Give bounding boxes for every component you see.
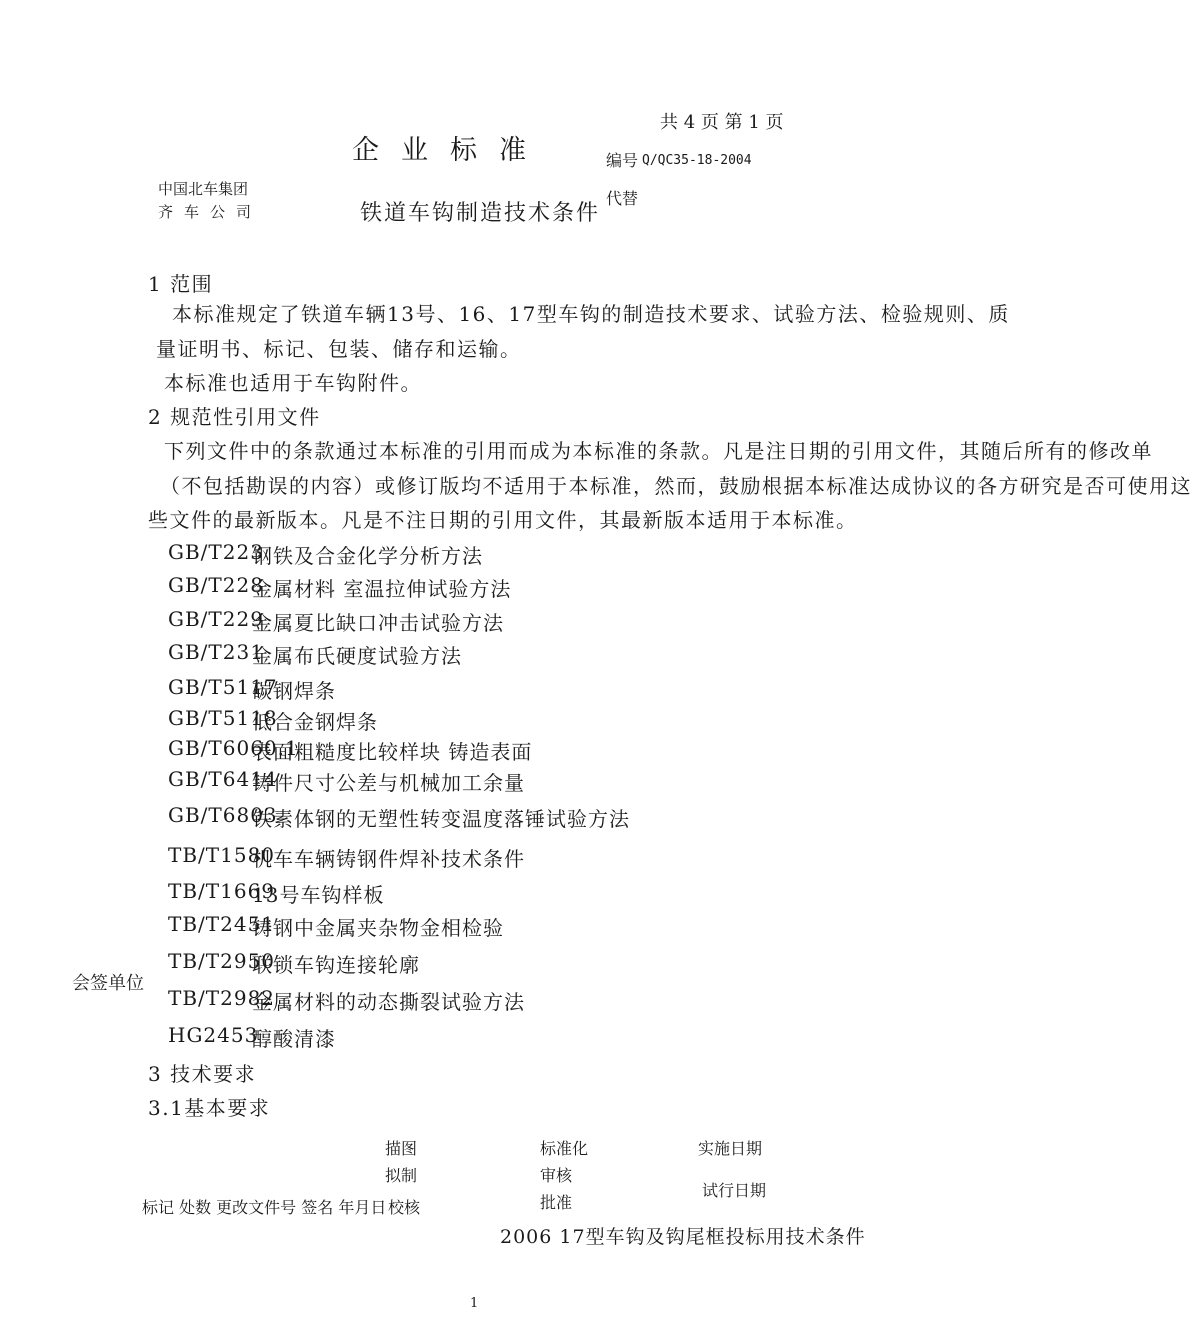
- reference-code: GB/T229: [168, 607, 264, 631]
- drawing-label: 描图: [385, 1139, 418, 1158]
- reference-title: 铸件尺寸公差与机械加工余量: [252, 771, 525, 795]
- org-line1: 中国北车集团: [158, 180, 249, 198]
- reference-code: TB/T1669: [168, 879, 276, 903]
- body-line: 量证明书、标记、包装、储存和运输。: [156, 337, 522, 361]
- checked-label: 校核: [388, 1198, 421, 1217]
- reference-code: TB/T2950: [168, 949, 276, 973]
- reference-code: GB/T6060.1: [168, 736, 299, 760]
- footer-title: 2006 17型车钩及钩尾框投标用技术条件: [500, 1226, 866, 1248]
- reference-title: 金属夏比缺口冲击试验方法: [252, 611, 504, 635]
- drafted-label: 拟制: [385, 1166, 418, 1185]
- reviewed-label: 审核: [540, 1166, 573, 1185]
- reference-title: 金属材料的动态撕裂试验方法: [252, 990, 525, 1014]
- reference-code: GB/T6803: [168, 803, 278, 827]
- reference-title: 13号车钩样板: [252, 883, 385, 907]
- reference-title: 联锁车钩连接轮廓: [252, 953, 420, 977]
- document-title: 企业标准: [352, 135, 548, 166]
- reference-title: 醇酸清漆: [252, 1027, 336, 1051]
- body-line: （不包括勘误的内容）或修订版均不适用于本标准，然而，鼓励根据本标准达成协议的各方研究是否可使用这: [160, 474, 1192, 498]
- reference-code: TB/T1580: [168, 843, 276, 867]
- org-line2: 齐车公司: [158, 203, 263, 221]
- reference-title: 低合金钢焊条: [252, 710, 378, 734]
- reference-code: GB/T228: [168, 573, 264, 597]
- reference-code: TB/T2982: [168, 986, 276, 1010]
- reference-code: HG2453: [168, 1023, 259, 1047]
- code-label: 编号: [606, 151, 639, 170]
- reference-code: TB/T2451: [168, 912, 276, 936]
- reference-code: GB/T223: [168, 540, 264, 564]
- body-line: 下列文件中的条款通过本标准的引用而成为本标准的条款。凡是注日期的引用文件，其随后所有的修改单: [164, 439, 1153, 463]
- reference-title: 表面粗糙度比较样块 铸造表面: [252, 740, 533, 764]
- replaces-label: 代替: [606, 189, 639, 208]
- document-subtitle: 铁道车钩制造技术条件: [360, 201, 601, 226]
- section-heading: 3.1基本要求: [148, 1096, 271, 1120]
- page-number: 1: [470, 1296, 479, 1311]
- approved-label: 批准: [540, 1193, 573, 1212]
- body-line: 本标准规定了铁道车辆13号、16、17型车钩的制造技术要求、试验方法、检验规则、质: [172, 302, 1010, 326]
- body-line: 些文件的最新版本。凡是不注日期的引用文件，其最新版本适用于本标准。: [148, 508, 858, 532]
- reference-code: GB/T231: [168, 640, 264, 664]
- body-line: 本标准也适用于车钩附件。: [164, 371, 422, 395]
- page-count: 共 4 页 第 1 页: [660, 112, 784, 133]
- reference-code: GB/T6414: [168, 767, 278, 791]
- impl-date-label: 实施日期: [698, 1139, 763, 1158]
- body-line: 2 规范性引用文件: [148, 405, 321, 429]
- reference-title: 机车车辆铸钢件焊补技术条件: [252, 847, 525, 871]
- trial-date-label: 试行日期: [702, 1181, 767, 1200]
- reference-title: 钢铁及合金化学分析方法: [252, 544, 483, 568]
- reference-code: GB/T5118: [168, 706, 278, 730]
- reference-title: 碳钢焊条: [252, 679, 336, 703]
- standardized-label: 标准化: [540, 1139, 589, 1158]
- section-heading: 3 技术要求: [148, 1062, 257, 1086]
- code-value: Q/QC35-18-2004: [642, 153, 752, 168]
- countersign-label: 会签单位: [72, 973, 144, 994]
- reference-title: 铸钢中金属夹杂物金相检验: [252, 916, 504, 940]
- reference-title: 金属布氏硬度试验方法: [252, 644, 462, 668]
- reference-title: 铁素体钢的无塑性转变温度落锤试验方法: [252, 807, 630, 831]
- reference-code: GB/T5117: [168, 675, 278, 699]
- reference-title: 金属材料 室温拉伸试验方法: [252, 577, 512, 601]
- body-line: 1 范围: [148, 272, 214, 296]
- revision-row: 标记 处数 更改文件号 签名 年月日: [142, 1198, 387, 1217]
